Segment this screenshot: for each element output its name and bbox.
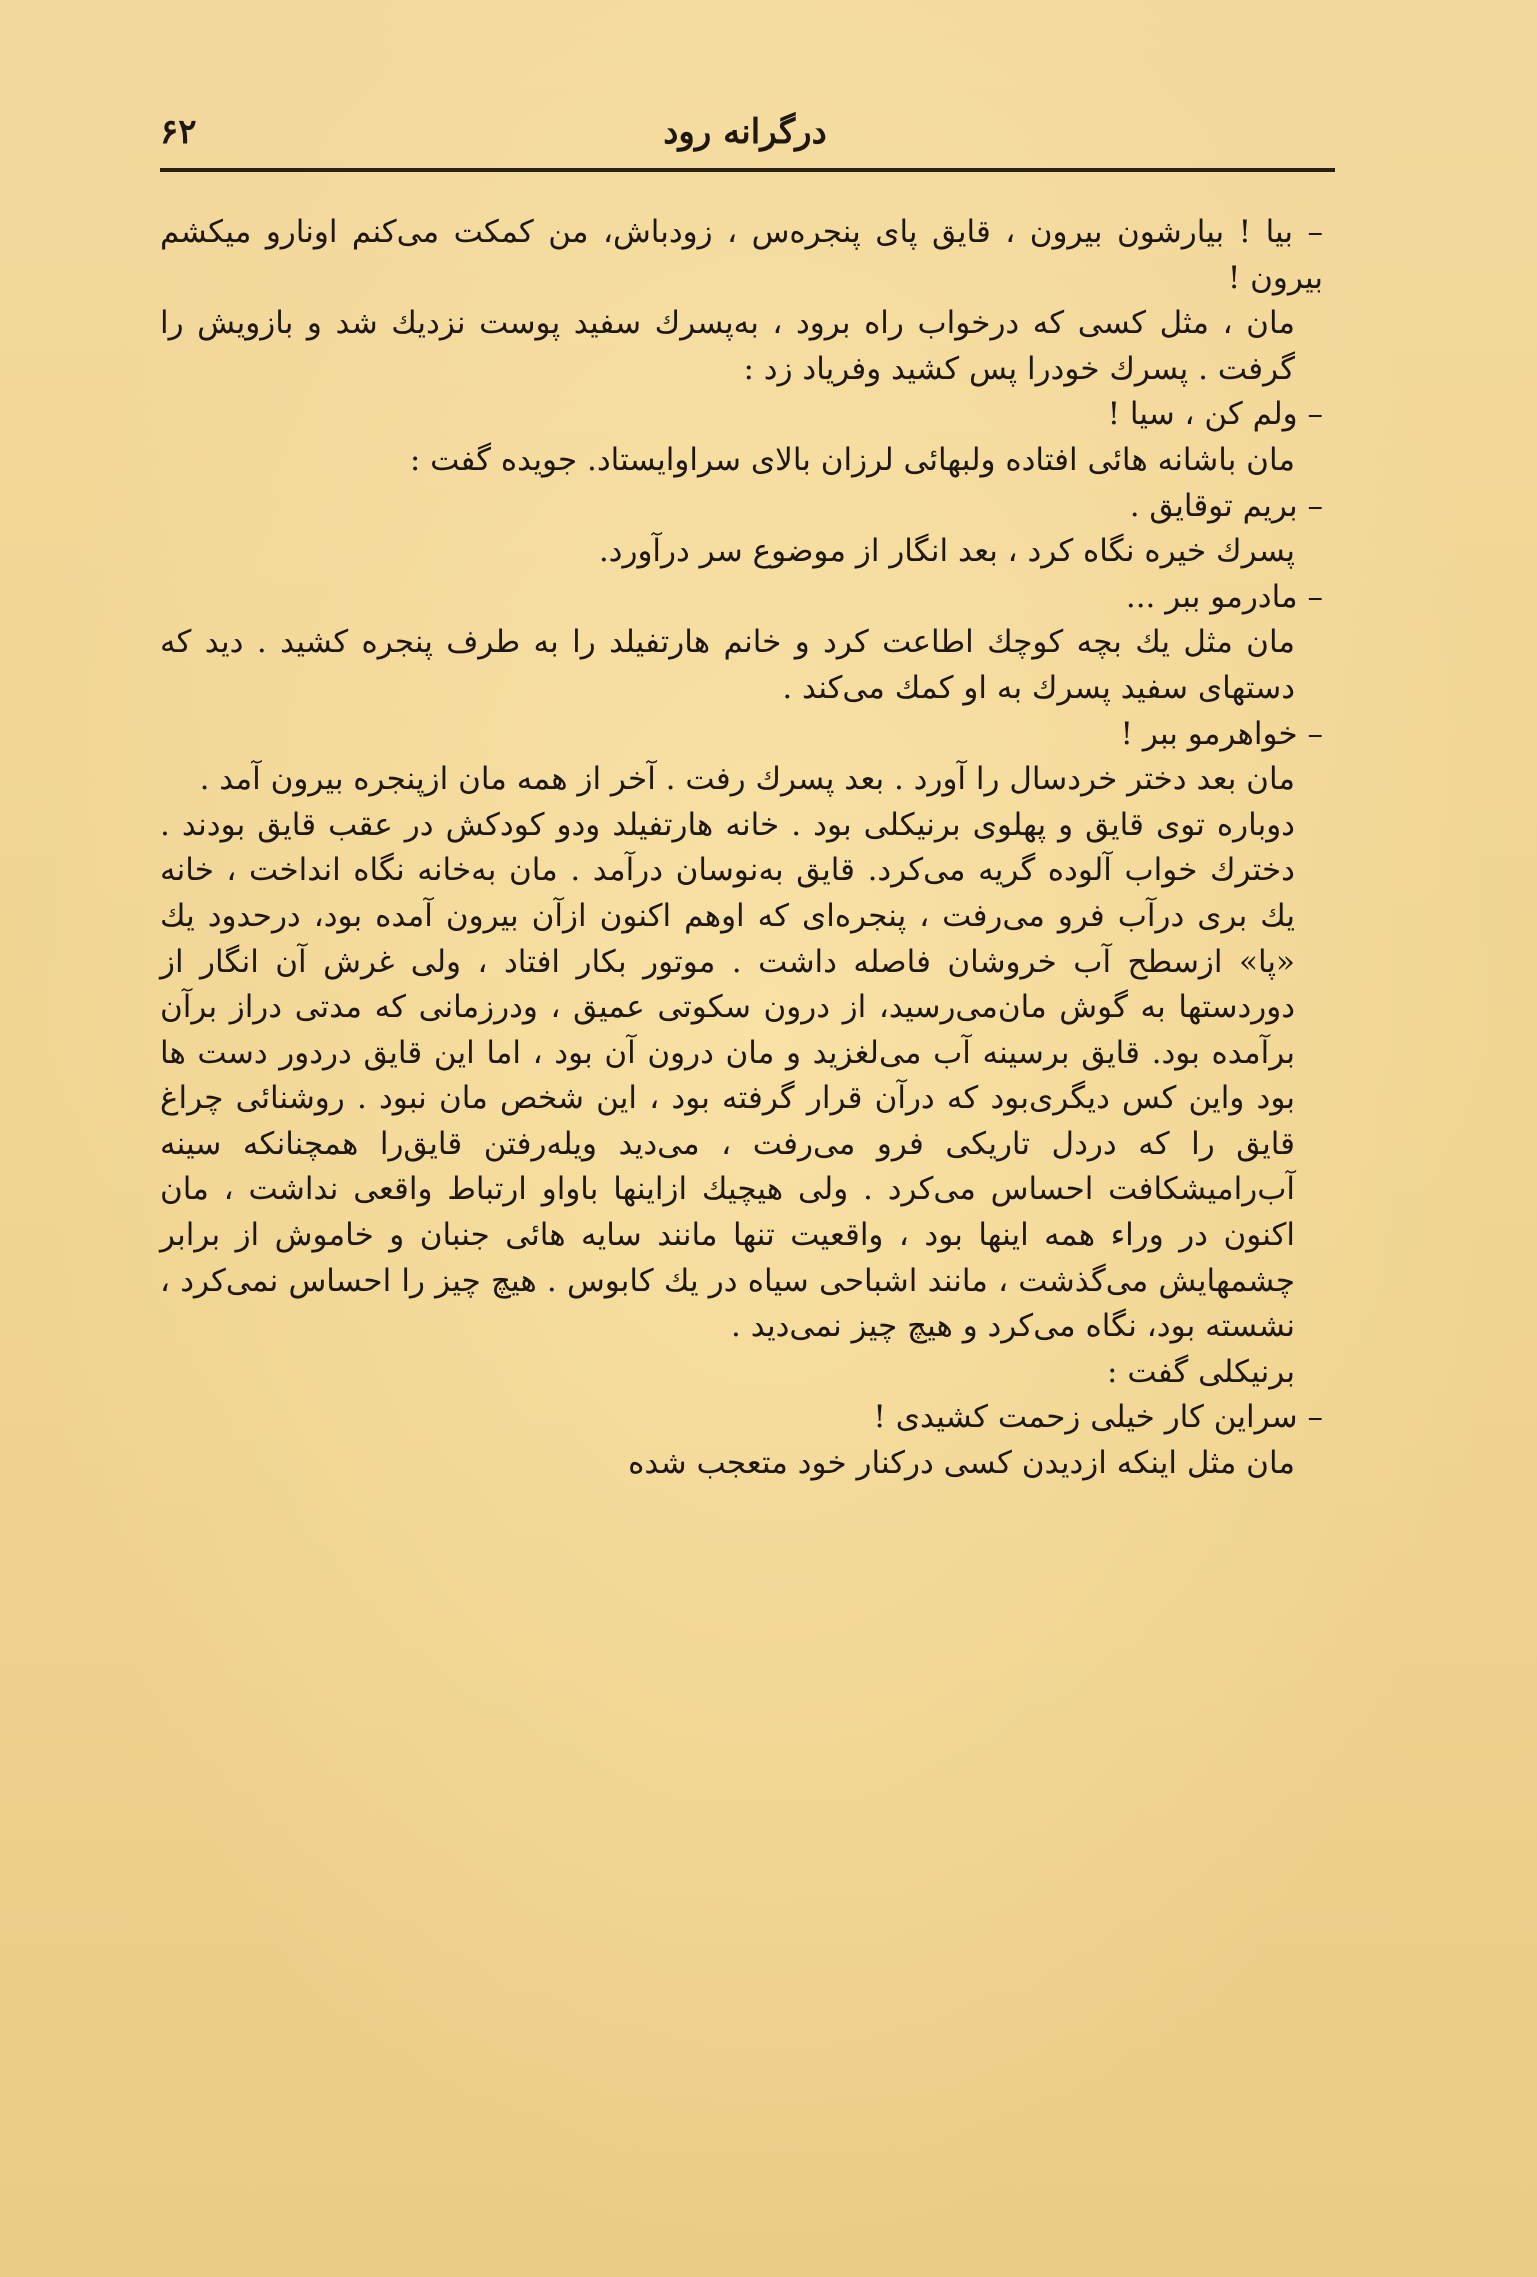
paragraph-5: – بریم توقایق .: [1129, 487, 1323, 524]
paragraph-11: دوباره توی قایق و پهلوی برنیکلی بود . خانه هارتفیلد ودو کودکش در عقب قایق بودند . دخترك خواب آلوده گریه می‌کرد. قایق به‌نوسان درآمد . مان به‌خانه نگاه انداخت ، خانه یك بری درآب فرو می‌رفت ، پنجره‌ای که اوهم اکنون ازآن بیرون آمده بود، درحدود یك «پا» ازسطح آب خروشان فاصله داشت . موتور بکار افتاد ، ولی غرش آن انگار از دوردستها به گوش مان‌می‌رسید، از درون سکوتی عمیق ، ودرزمانی که مدتی دراز برآن برآمده بود. قایق برسینه آب می‌لغزید و مان درون آن بود ، اما این قایق دردور دست ها بود واین کس دیگری‌بود که درآن قرار گرفته بود ، این شخص مان نبود . روشنائی چراغ قایق را که دردل تاریکی فرو می‌رفت ، می‌دید ویله‌رفتن قایق‌را همچنانکه سینه آب‌رامیشکافت احساس می‌کرد . ولی هیچیك ازاینها باواو ارتباط واقعی نداشت ، مان اکنون در وراء همه اینها بود ، واقعیت تنها مانند سایه هائی جنبان و خاموش از برابر چشمهایش می‌گذشت ، مانند اشباحی سیاه در یك کابوس . هیچ چیز را احساس نمی‌کرد ، نشسته بود، نگاه می‌کرد و هیچ چیز نمی‌دید .: [160, 806, 1295, 1345]
paragraph-12: برنیکلی گفت :: [1107, 1353, 1295, 1390]
page-number: ۶۲: [160, 112, 197, 152]
paragraph-10: مان بعد دختر خردسال را آورد . بعد پسرك رفت . آخر از همه مان ازپنجره بیرون آمد .: [199, 761, 1295, 798]
paragraph-1: – بیا ! بیارشون بیرون ، قایق پای پنجره‌س ، زودباش، من کمکت می‌کنم اونارو میکشم بیرون !: [160, 214, 1323, 296]
page-header: [160, 108, 1335, 158]
header-rule: [160, 168, 1335, 172]
paragraph-9: – خواهرمو ببر !: [1120, 715, 1323, 752]
paragraph-6: پسرك خیره نگاه کرد ، بعد انگار از موضوع سر درآورد.: [598, 533, 1295, 570]
paragraph-8: مان مثل یك بچه کوچك اطاعت کرد و خانم هارتفیلد را به طرف پنجره کشید . دید که دستهای سفید پسرك به او کمك می‌کند .: [160, 624, 1295, 706]
running-title: درگرانه رود: [663, 112, 827, 152]
body-text: [160, 210, 1335, 1487]
paragraph-3: – ولم کن ، سیا !: [1107, 396, 1323, 433]
paragraph-7: – مادرمو ببر ...: [1125, 578, 1323, 615]
paragraph-14: مان مثل اینکه ازدیدن کسی درکنار خود متعجب شده: [628, 1445, 1295, 1482]
paragraph-2: مان ، مثل کسی که درخواب راه برود ، به‌پسرك سفید پوست نزدیك شد و بازویش را گرفت . پسرك خودرا پس کشید وفریاد زد :: [160, 305, 1295, 387]
paragraph-13: – سراین کار خیلی زحمت کشیدی !: [873, 1399, 1323, 1436]
paragraph-4: مان باشانه هائی افتاده ولبهائی لرزان بالای سراوایستاد. جویده گفت :: [409, 441, 1295, 478]
